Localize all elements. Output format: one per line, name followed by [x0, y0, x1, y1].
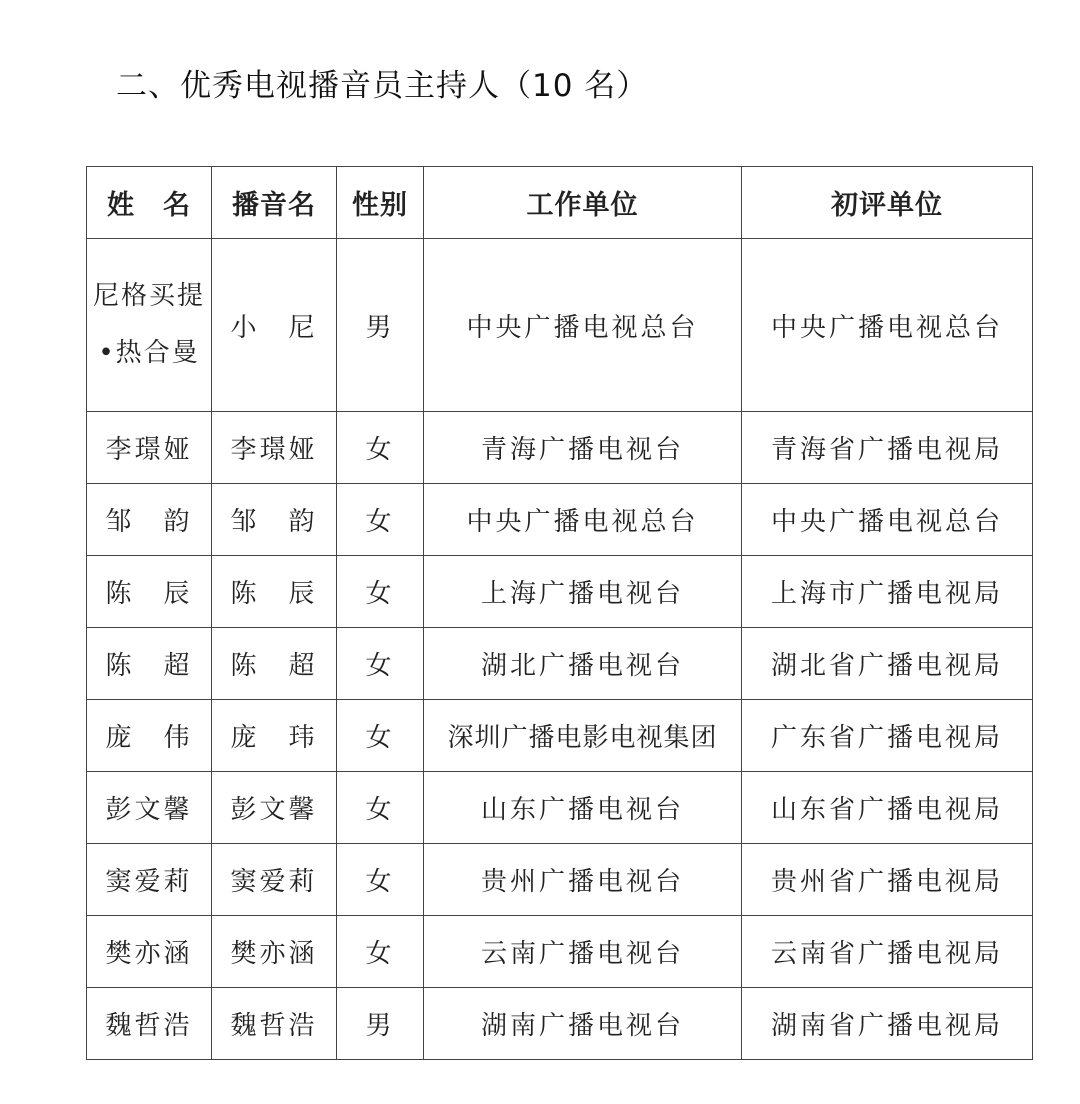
cell-work-unit: 中央广播电视总台	[424, 484, 742, 556]
cell-stage-name: 庞 玮	[212, 700, 337, 772]
cell-name: 魏哲浩	[87, 988, 212, 1060]
cell-work-unit: 湖南广播电视台	[424, 988, 742, 1060]
cell-name: 陈 辰	[87, 556, 212, 628]
table-row	[87, 772, 1033, 844]
header-work-unit: 工作单位	[424, 167, 742, 239]
table-row	[87, 556, 1033, 628]
table-row	[87, 239, 1033, 412]
cell-work-unit: 贵州广播电视台	[424, 844, 742, 916]
table-row	[87, 412, 1033, 484]
cell-gender: 女	[337, 772, 424, 844]
cell-stage-name: 陈 超	[212, 628, 337, 700]
cell-stage-name: 邹 韵	[212, 484, 337, 556]
cell-review-unit: 中央广播电视总台	[742, 239, 1033, 412]
cell-gender: 女	[337, 628, 424, 700]
cell-stage-name: 李璟娅	[212, 412, 337, 484]
cell-name: 庞 伟	[87, 700, 212, 772]
cell-review-unit: 山东省广播电视局	[742, 772, 1033, 844]
cell-name: 陈 超	[87, 628, 212, 700]
cell-gender: 男	[337, 239, 424, 412]
page-title: 二、优秀电视播音员主持人（10 名）	[116, 68, 649, 104]
cell-name: 彭文馨	[87, 772, 212, 844]
cell-gender: 女	[337, 484, 424, 556]
table-header-row	[87, 167, 1033, 239]
cell-work-unit: 青海广播电视台	[424, 412, 742, 484]
table-row	[87, 700, 1033, 772]
cell-review-unit: 中央广播电视总台	[742, 484, 1033, 556]
cell-review-unit: 云南省广播电视局	[742, 916, 1033, 988]
header-review-unit: 初评单位	[742, 167, 1033, 239]
cell-stage-name: 魏哲浩	[212, 988, 337, 1060]
cell-work-unit: 上海广播电视台	[424, 556, 742, 628]
cell-name: 樊亦涵	[87, 916, 212, 988]
cell-review-unit: 湖南省广播电视局	[742, 988, 1033, 1060]
cell-review-unit: 贵州省广播电视局	[742, 844, 1033, 916]
cell-review-unit: 上海市广播电视局	[742, 556, 1033, 628]
cell-review-unit: 湖北省广播电视局	[742, 628, 1033, 700]
cell-name: 尼格买提•热合曼	[87, 239, 212, 412]
cell-review-unit: 青海省广播电视局	[742, 412, 1033, 484]
cell-gender: 女	[337, 700, 424, 772]
cell-gender: 男	[337, 988, 424, 1060]
cell-stage-name: 窦爱莉	[212, 844, 337, 916]
table-row	[87, 628, 1033, 700]
cell-name: 邹 韵	[87, 484, 212, 556]
header-name: 姓 名	[87, 167, 212, 239]
cell-name: 窦爱莉	[87, 844, 212, 916]
cell-stage-name: 陈 辰	[212, 556, 337, 628]
cell-gender: 女	[337, 556, 424, 628]
table-row	[87, 916, 1033, 988]
cell-work-unit: 深圳广播电影电视集团	[424, 700, 742, 772]
cell-work-unit: 中央广播电视总台	[424, 239, 742, 412]
cell-gender: 女	[337, 916, 424, 988]
header-stage-name: 播音名	[212, 167, 337, 239]
table-row	[87, 844, 1033, 916]
cell-gender: 女	[337, 844, 424, 916]
cell-stage-name: 彭文馨	[212, 772, 337, 844]
cell-stage-name: 小 尼	[212, 239, 337, 412]
cell-work-unit: 云南广播电视台	[424, 916, 742, 988]
table-row	[87, 484, 1033, 556]
header-gender: 性别	[337, 167, 424, 239]
cell-review-unit: 广东省广播电视局	[742, 700, 1033, 772]
cell-name: 李璟娅	[87, 412, 212, 484]
cell-stage-name: 樊亦涵	[212, 916, 337, 988]
table-row	[87, 988, 1033, 1060]
cell-gender: 女	[337, 412, 424, 484]
cell-work-unit: 山东广播电视台	[424, 772, 742, 844]
cell-work-unit: 湖北广播电视台	[424, 628, 742, 700]
awardee-table	[86, 166, 1033, 1060]
